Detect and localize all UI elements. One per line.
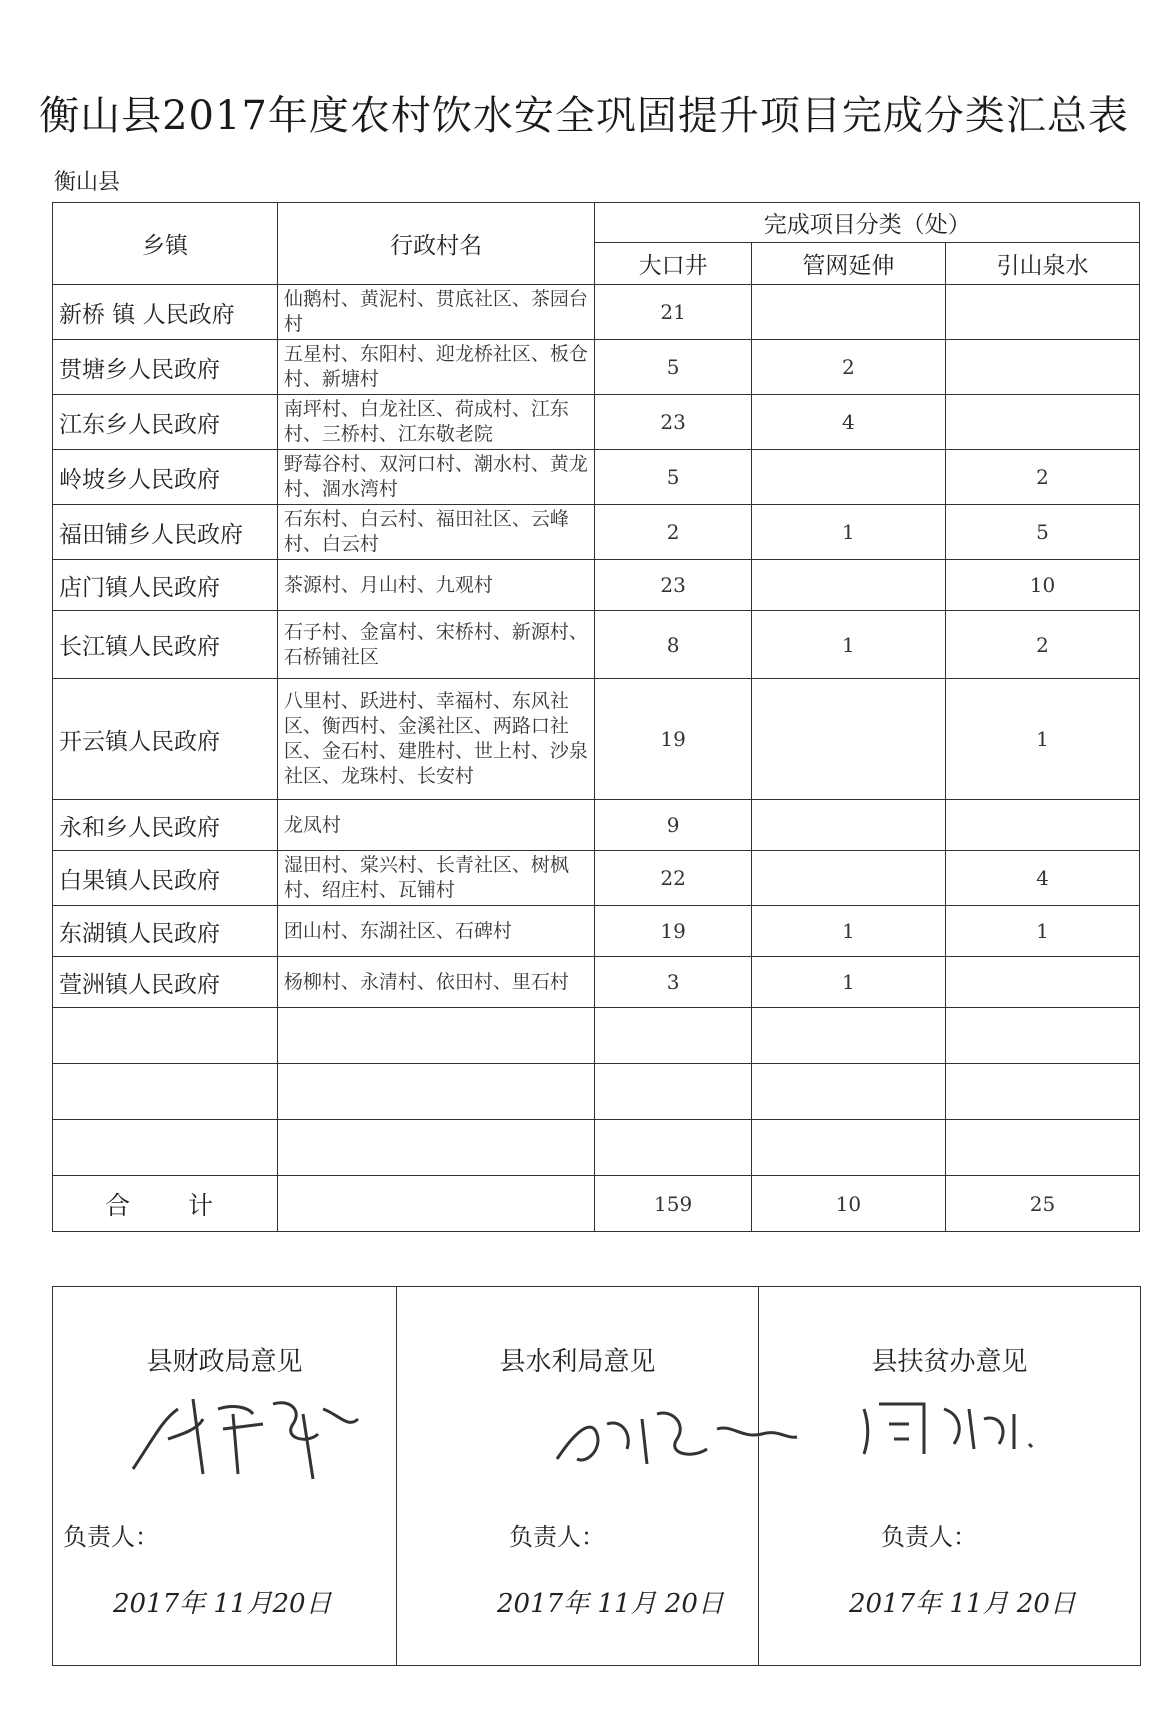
table-row — [53, 851, 1140, 906]
responsible-label: 负责人： — [509, 1523, 605, 1551]
col1-cell: 8 — [595, 611, 752, 679]
empty-row — [53, 1064, 1140, 1120]
col2-cell: 4 — [751, 395, 945, 450]
col3-cell: 5 — [945, 505, 1139, 560]
col2-cell — [751, 851, 945, 906]
table-row — [53, 800, 1140, 851]
header-col1: 大口井 — [595, 243, 752, 285]
responsible-label: 负责人： — [63, 1523, 159, 1551]
table-row — [53, 395, 1140, 450]
col3-cell — [945, 340, 1139, 395]
village-cell: 茶源村、月山村、九观村 — [277, 560, 594, 611]
col2-cell: 1 — [751, 906, 945, 957]
col3-cell — [945, 800, 1139, 851]
village-cell: 石子村、金富村、宋桥村、新源村、石桥铺社区 — [277, 611, 594, 679]
town-cell: 东湖镇人民政府 — [53, 906, 278, 957]
col2-cell — [751, 800, 945, 851]
table-row — [53, 679, 1140, 800]
table-row — [53, 450, 1140, 505]
table-row — [53, 285, 1140, 340]
signature-date: 2017年 11月 20日 — [497, 1589, 724, 1619]
col1-cell: 9 — [595, 800, 752, 851]
col1-cell: 19 — [595, 906, 752, 957]
village-cell: 仙鹅村、黄泥村、贯底社区、茶园台村 — [277, 285, 594, 340]
col1-cell: 23 — [595, 395, 752, 450]
summary-table — [52, 202, 1140, 1232]
responsible-label: 负责人： — [881, 1523, 977, 1551]
town-cell: 永和乡人民政府 — [53, 800, 278, 851]
water-bureau-opinion — [397, 1287, 759, 1666]
header-col3: 引山泉水 — [945, 243, 1139, 285]
col1-cell: 3 — [595, 957, 752, 1008]
village-cell: 南坪村、白龙社区、荷成村、江东村、三桥村、江东敬老院 — [277, 395, 594, 450]
opinion-title: 县扶贫办意见 — [871, 1347, 1028, 1377]
signature-table — [52, 1286, 1141, 1666]
col1-cell: 22 — [595, 851, 752, 906]
signature-date: 2017年 11月 20日 — [849, 1589, 1076, 1619]
town-cell: 萱洲镇人民政府 — [53, 957, 278, 1008]
town-cell: 岭坡乡人民政府 — [53, 450, 278, 505]
table-row — [53, 340, 1140, 395]
village-cell: 野莓谷村、双河口村、潮水村、黄龙村、涸水湾村 — [277, 450, 594, 505]
table-row — [53, 505, 1140, 560]
header-category-group: 完成项目分类（处） — [595, 203, 1140, 243]
col1-cell: 21 — [595, 285, 752, 340]
col3-cell — [945, 957, 1139, 1008]
total-col2: 10 — [751, 1176, 945, 1232]
town-cell: 开云镇人民政府 — [53, 679, 278, 800]
village-cell: 湿田村、棠兴村、长青社区、树枫村、绍庄村、瓦铺村 — [277, 851, 594, 906]
town-cell: 江东乡人民政府 — [53, 395, 278, 450]
header-town: 乡镇 — [53, 203, 278, 285]
table-row — [53, 957, 1140, 1008]
empty-row — [53, 1008, 1140, 1064]
total-label: 合计 — [53, 1176, 278, 1232]
col1-cell: 19 — [595, 679, 752, 800]
total-col3: 25 — [945, 1176, 1139, 1232]
table-row — [53, 906, 1140, 957]
town-cell: 新桥 镇 人民政府 — [53, 285, 278, 340]
total-row — [53, 1176, 1140, 1232]
signature-date: 2017年 11月20日 — [113, 1589, 332, 1619]
handwritten-signature — [123, 1379, 383, 1489]
table-row — [53, 611, 1140, 679]
col3-cell: 2 — [945, 450, 1139, 505]
col2-cell: 1 — [751, 957, 945, 1008]
col3-cell: 2 — [945, 611, 1139, 679]
col2-cell: 2 — [751, 340, 945, 395]
col3-cell — [945, 285, 1139, 340]
col2-cell: 1 — [751, 505, 945, 560]
opinion-title: 县水利局意见 — [499, 1347, 656, 1377]
opinion-title: 县财政局意见 — [146, 1347, 303, 1377]
col3-cell: 4 — [945, 851, 1139, 906]
col3-cell — [945, 395, 1139, 450]
town-cell: 福田铺乡人民政府 — [53, 505, 278, 560]
village-cell: 杨柳村、永清村、依田村、里石村 — [277, 957, 594, 1008]
town-cell: 白果镇人民政府 — [53, 851, 278, 906]
town-cell: 贯塘乡人民政府 — [53, 340, 278, 395]
col3-cell: 10 — [945, 560, 1139, 611]
handwritten-signature — [849, 1379, 1109, 1489]
col1-cell: 23 — [595, 560, 752, 611]
header-village: 行政村名 — [277, 203, 594, 285]
page-title: 衡山县2017年度农村饮水安全巩固提升项目完成分类汇总表 — [39, 93, 1129, 139]
county-label: 衡山县 — [54, 170, 121, 195]
col2-cell — [751, 450, 945, 505]
town-cell: 店门镇人民政府 — [53, 560, 278, 611]
col2-cell: 1 — [751, 611, 945, 679]
col1-cell: 2 — [595, 505, 752, 560]
village-cell: 五星村、东阳村、迎龙桥社区、板仓村、新塘村 — [277, 340, 594, 395]
total-col1: 159 — [595, 1176, 752, 1232]
village-cell: 石东村、白云村、福田社区、云峰村、白云村 — [277, 505, 594, 560]
town-cell: 长江镇人民政府 — [53, 611, 278, 679]
poverty-office-opinion — [759, 1287, 1141, 1666]
finance-bureau-opinion — [53, 1287, 397, 1666]
col2-cell — [751, 285, 945, 340]
table-row — [53, 560, 1140, 611]
header-col2: 管网延伸 — [751, 243, 945, 285]
col2-cell — [751, 679, 945, 800]
col2-cell — [751, 560, 945, 611]
col3-cell: 1 — [945, 906, 1139, 957]
col1-cell: 5 — [595, 450, 752, 505]
empty-row — [53, 1120, 1140, 1176]
col3-cell: 1 — [945, 679, 1139, 800]
village-cell: 龙凤村 — [277, 800, 594, 851]
village-cell: 八里村、跃进村、幸福村、东风社区、衡西村、金溪社区、两路口社区、金石村、建胜村、世上村、沙泉社区、龙珠村、长安村 — [277, 679, 594, 800]
village-cell: 团山村、东湖社区、石碑村 — [277, 906, 594, 957]
col1-cell: 5 — [595, 340, 752, 395]
